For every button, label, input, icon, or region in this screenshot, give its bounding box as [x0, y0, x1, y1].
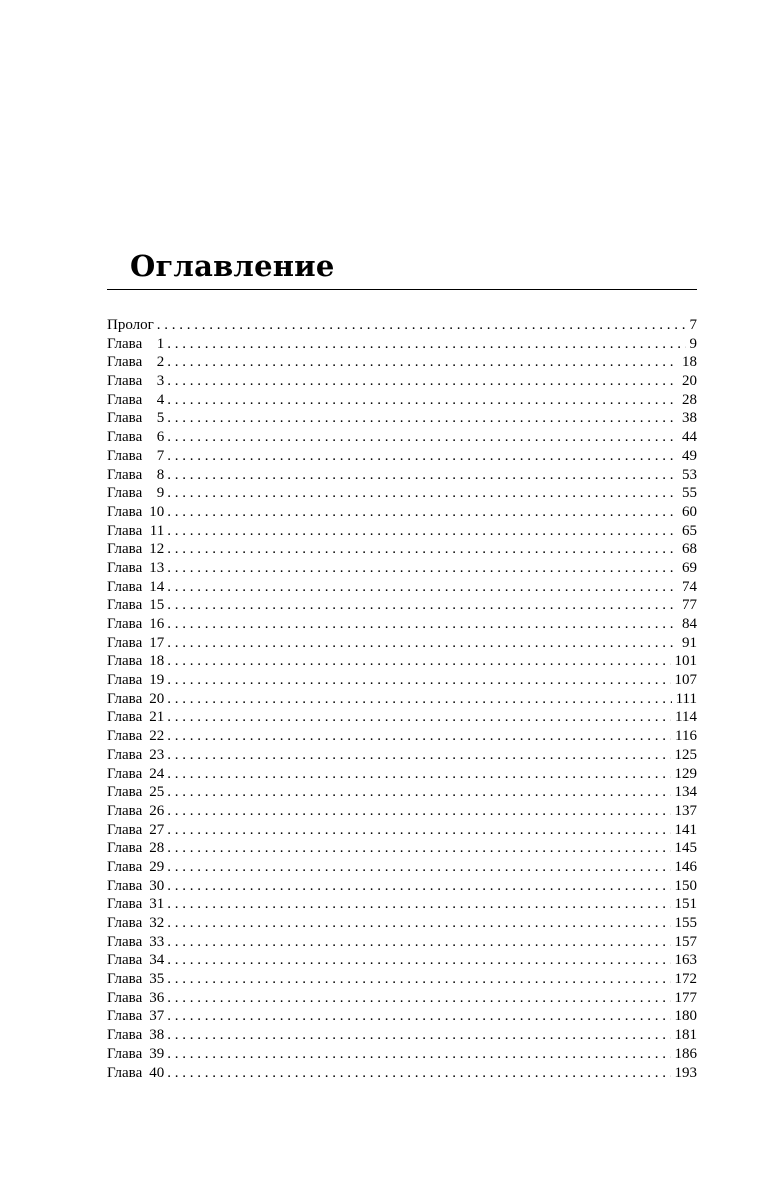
toc-entry-label	[107, 1007, 164, 1026]
toc-entry-page: 111	[675, 690, 697, 707]
toc-entry-word: Глава	[107, 728, 143, 745]
toc-dot-leader	[167, 522, 678, 541]
toc-entry-word: Глава	[107, 840, 143, 857]
toc-dot-leader	[167, 634, 678, 653]
toc-entry[interactable]	[107, 353, 697, 372]
toc-entry-page: 114	[675, 709, 697, 726]
toc-entry-number: 9	[156, 485, 165, 502]
toc-dot-leader	[167, 708, 671, 727]
toc-dot-leader	[167, 503, 678, 522]
toc-dot-leader	[167, 746, 670, 765]
toc-entry-number: 36	[149, 989, 165, 1006]
toc-entry-number: 29	[149, 858, 165, 875]
toc-entry-label	[107, 765, 164, 784]
toc-entry-number: 33	[149, 933, 165, 950]
toc-entry-label	[107, 615, 164, 634]
table-of-contents	[107, 316, 697, 1082]
toc-entry-word: Глава	[107, 821, 143, 838]
toc-entry-number: 35	[149, 971, 165, 988]
toc-dot-leader	[167, 821, 670, 840]
toc-entry-word: Глава	[107, 578, 143, 595]
toc-dot-leader	[167, 540, 678, 559]
toc-entry-word: Глава	[107, 709, 143, 726]
toc-entry[interactable]	[107, 895, 697, 914]
toc-entry-label	[107, 316, 154, 335]
toc-entry-page: 55	[682, 485, 697, 502]
toc-entry-word: Глава	[107, 971, 143, 988]
toc-entry-page: 116	[675, 728, 697, 745]
toc-entry-label	[107, 727, 164, 746]
toc-entry-label	[107, 690, 164, 709]
toc-entry-label	[107, 428, 164, 447]
toc-entry-word: Глава	[107, 1045, 143, 1062]
title-divider	[107, 289, 697, 290]
toc-entry-label	[107, 540, 164, 559]
toc-entry-number: 31	[149, 896, 165, 913]
toc-entry-label	[107, 839, 164, 858]
toc-entry-page: 91	[682, 634, 697, 651]
toc-dot-leader	[167, 914, 670, 933]
toc-entry[interactable]	[107, 335, 697, 354]
toc-entry[interactable]	[107, 596, 697, 615]
toc-entry-page: 186	[674, 1045, 697, 1062]
toc-entry[interactable]	[107, 970, 697, 989]
toc-entry-label	[107, 391, 164, 410]
toc-entry-page: 77	[682, 597, 697, 614]
toc-entry-label	[107, 372, 164, 391]
toc-entry-label	[107, 933, 164, 952]
toc-entry[interactable]	[107, 765, 697, 784]
toc-entry-page: 155	[674, 915, 697, 931]
toc-entry-label	[107, 578, 164, 597]
toc-entry-page: 7	[689, 317, 697, 333]
toc-entry-word: Глава	[107, 933, 143, 950]
toc-entry-number: 24	[149, 765, 165, 782]
toc-entry-page: 180	[674, 1008, 697, 1025]
toc-dot-leader	[167, 484, 678, 503]
toc-entry-label	[107, 1045, 164, 1064]
toc-entry-label	[107, 652, 164, 671]
toc-entry[interactable]	[107, 615, 697, 634]
toc-entry-page: 134	[674, 784, 697, 801]
toc-dot-leader	[167, 372, 678, 391]
toc-entry[interactable]	[107, 540, 697, 559]
toc-dot-leader	[167, 559, 678, 578]
toc-entry[interactable]	[107, 839, 697, 858]
toc-entry-page: 141	[674, 821, 697, 838]
toc-entry-number: 10	[149, 503, 165, 520]
toc-entry-page: 193	[674, 1064, 697, 1081]
toc-entry-number: 15	[149, 597, 165, 614]
toc-entry[interactable]	[107, 391, 697, 410]
toc-entry-word: Глава	[107, 802, 143, 819]
toc-entry-word: Глава	[107, 896, 143, 913]
toc-entry-number: 3	[156, 373, 165, 390]
toc-entry[interactable]	[107, 951, 697, 970]
toc-entry-word: Глава	[107, 410, 143, 427]
toc-entry-word: Глава	[107, 522, 143, 539]
toc-entry-page: 53	[682, 466, 697, 483]
toc-entry-number: 21	[149, 709, 165, 726]
toc-dot-leader	[167, 765, 670, 784]
toc-entry-page: 18	[682, 354, 697, 371]
toc-entry-page: 65	[682, 522, 697, 539]
toc-entry-page: 150	[674, 877, 697, 894]
toc-entry-label	[107, 951, 164, 970]
toc-entry[interactable]	[107, 634, 697, 653]
toc-dot-leader	[167, 391, 678, 410]
toc-entry-number: 17	[149, 634, 165, 651]
toc-entry-word: Глава	[107, 672, 143, 689]
toc-dot-leader	[167, 447, 678, 466]
toc-entry-page: 69	[682, 559, 697, 576]
toc-entry-word: Глава	[107, 952, 143, 969]
toc-entry-number: 19	[149, 672, 165, 689]
toc-entry[interactable]	[107, 690, 697, 709]
toc-entry-number: 25	[149, 784, 165, 801]
toc-entry-number: 27	[149, 821, 165, 838]
toc-entry[interactable]	[107, 652, 697, 671]
toc-entry[interactable]	[107, 1007, 697, 1026]
toc-dot-leader	[167, 839, 670, 858]
toc-entry-page: 146	[674, 858, 697, 875]
toc-dot-leader	[157, 316, 686, 335]
toc-entry[interactable]	[107, 559, 697, 578]
toc-entry-page: 181	[674, 1027, 697, 1044]
toc-entry[interactable]	[107, 933, 697, 952]
toc-dot-leader	[167, 970, 670, 989]
toc-entry-number: 4	[156, 391, 165, 408]
toc-entry-label	[107, 503, 164, 522]
toc-entry-number: 13	[149, 559, 165, 576]
toc-dot-leader	[167, 895, 670, 914]
toc-dot-leader	[167, 1007, 670, 1026]
toc-entry[interactable]	[107, 428, 697, 447]
toc-entry-page: 163	[674, 952, 697, 969]
toc-entry[interactable]	[107, 503, 697, 522]
toc-entry[interactable]	[107, 821, 697, 840]
toc-entry-page: 151	[674, 896, 697, 913]
toc-entry[interactable]	[107, 466, 697, 485]
toc-entry[interactable]	[107, 409, 697, 428]
toc-entry-word: Глава	[107, 503, 143, 520]
toc-entry[interactable]	[107, 727, 697, 746]
toc-entry-page: 101	[674, 653, 697, 670]
toc-entry-number: 16	[149, 616, 165, 632]
toc-entry-word: Глава	[107, 1064, 143, 1081]
toc-entry-label	[107, 447, 164, 466]
toc-entry-label	[107, 858, 164, 877]
toc-dot-leader	[167, 933, 670, 952]
toc-entry-number: 32	[149, 915, 165, 931]
toc-entry[interactable]	[107, 914, 697, 933]
toc-entry[interactable]	[107, 708, 697, 727]
toc-entry-word: Глава	[107, 354, 143, 371]
toc-entry[interactable]	[107, 316, 697, 335]
toc-entry[interactable]	[107, 1045, 697, 1064]
toc-entry-page: 68	[682, 541, 697, 558]
toc-entry-label	[107, 335, 164, 354]
toc-entry-number: 12	[149, 541, 165, 558]
toc-entry-word: Глава	[107, 391, 143, 408]
toc-entry-page: 74	[682, 578, 697, 595]
toc-entry[interactable]	[107, 802, 697, 821]
toc-dot-leader	[167, 428, 678, 447]
toc-entry-number: 26	[149, 802, 165, 819]
toc-dot-leader	[167, 652, 670, 671]
toc-dot-leader	[167, 690, 671, 709]
toc-entry[interactable]	[107, 578, 697, 597]
toc-entry-number: 30	[149, 877, 165, 894]
toc-entry-label	[107, 1026, 164, 1045]
toc-entry-number: 5	[156, 410, 165, 427]
toc-dot-leader	[167, 727, 671, 746]
toc-entry-number: 28	[149, 840, 165, 857]
toc-dot-leader	[167, 858, 670, 877]
toc-entry[interactable]	[107, 783, 697, 802]
toc-entry[interactable]	[107, 1064, 697, 1083]
page-title: Оглавление	[130, 249, 335, 283]
toc-entry-word: Глава	[107, 466, 143, 483]
toc-entry-label	[107, 989, 164, 1008]
toc-entry-number: 8	[156, 466, 165, 483]
toc-entry-number: 40	[149, 1064, 165, 1081]
toc-entry-label	[107, 746, 164, 765]
toc-entry-number: 34	[149, 952, 165, 969]
toc-entry-number: 1	[156, 335, 165, 352]
toc-entry-label	[107, 821, 164, 840]
toc-entry-word: Глава	[107, 616, 143, 632]
toc-entry-page: 9	[689, 335, 697, 352]
toc-entry-word: Глава	[107, 784, 143, 801]
toc-entry-number: 2	[156, 354, 165, 371]
toc-entry-number: 20	[149, 690, 165, 707]
toc-entry-word: Глава	[107, 858, 143, 875]
toc-entry-word: Глава	[107, 989, 143, 1006]
toc-entry-number: 38	[149, 1027, 165, 1044]
toc-entry-label	[107, 914, 164, 933]
toc-entry-number: 18	[149, 653, 165, 670]
toc-entry[interactable]	[107, 522, 697, 541]
toc-entry[interactable]	[107, 858, 697, 877]
toc-entry-page: 84	[682, 616, 697, 632]
toc-dot-leader	[167, 802, 670, 821]
toc-entry-word: Глава	[107, 653, 143, 670]
toc-dot-leader	[167, 335, 685, 354]
toc-entry-page: 49	[682, 447, 697, 464]
toc-entry-number: 14	[149, 578, 165, 595]
toc-entry-label	[107, 596, 164, 615]
toc-dot-leader	[167, 783, 670, 802]
toc-entry-page: 107	[674, 672, 697, 689]
toc-entry[interactable]	[107, 989, 697, 1008]
toc-entry-word: Глава	[107, 597, 143, 614]
toc-entry-label	[107, 877, 164, 896]
toc-entry-label	[107, 522, 164, 541]
toc-dot-leader	[167, 1064, 670, 1083]
toc-entry[interactable]	[107, 877, 697, 896]
toc-entry-word: Глава	[107, 765, 143, 782]
toc-entry[interactable]	[107, 484, 697, 503]
toc-entry-number: 37	[149, 1008, 165, 1025]
toc-entry-word: Глава	[107, 634, 143, 651]
toc-entry-number: 23	[149, 746, 165, 763]
toc-entry-page: 137	[674, 802, 697, 819]
toc-entry-number: 11	[149, 522, 165, 539]
toc-entry-word: Глава	[107, 559, 143, 576]
toc-entry-label	[107, 559, 164, 578]
toc-entry-label	[107, 970, 164, 989]
toc-dot-leader	[167, 1045, 670, 1064]
toc-entry-word: Глава	[107, 335, 143, 352]
toc-dot-leader	[167, 1026, 670, 1045]
toc-entry-label	[107, 466, 164, 485]
toc-entry-word: Глава	[107, 1008, 143, 1025]
toc-entry-word: Пролог	[107, 317, 154, 333]
toc-entry-label	[107, 634, 164, 653]
toc-dot-leader	[167, 578, 678, 597]
toc-dot-leader	[167, 596, 678, 615]
toc-entry-label	[107, 353, 164, 372]
toc-entry[interactable]	[107, 372, 697, 391]
toc-dot-leader	[167, 409, 678, 428]
toc-dot-leader	[167, 951, 670, 970]
toc-dot-leader	[167, 877, 670, 896]
toc-entry-word: Глава	[107, 690, 143, 707]
toc-dot-leader	[167, 671, 670, 690]
toc-dot-leader	[167, 989, 670, 1008]
toc-entry-number: 6	[156, 429, 165, 446]
toc-entry-page: 125	[674, 746, 697, 763]
toc-entry-page: 145	[674, 840, 697, 857]
toc-entry-label	[107, 671, 164, 690]
toc-dot-leader	[167, 353, 678, 372]
toc-entry-word: Глава	[107, 541, 143, 558]
toc-entry-page: 129	[674, 765, 697, 782]
toc-entry-page: 38	[682, 410, 697, 427]
toc-entry-word: Глава	[107, 373, 143, 390]
toc-entry-number: 22	[149, 728, 165, 745]
toc-entry[interactable]	[107, 1026, 697, 1045]
toc-entry-word: Глава	[107, 485, 143, 502]
toc-entry-word: Глава	[107, 429, 143, 446]
toc-entry-label	[107, 1064, 164, 1083]
toc-dot-leader	[167, 615, 678, 634]
toc-entry[interactable]	[107, 447, 697, 466]
toc-entry-word: Глава	[107, 447, 143, 464]
toc-entry-label	[107, 708, 164, 727]
toc-dot-leader	[167, 466, 678, 485]
toc-entry-label	[107, 484, 164, 503]
toc-entry-word: Глава	[107, 746, 143, 763]
toc-entry[interactable]	[107, 746, 697, 765]
toc-entry-label	[107, 802, 164, 821]
toc-entry-number: 7	[156, 447, 165, 464]
toc-entry[interactable]	[107, 671, 697, 690]
toc-entry-page: 28	[682, 391, 697, 408]
toc-entry-page: 20	[682, 373, 697, 390]
toc-entry-page: 60	[682, 503, 697, 520]
toc-entry-word: Глава	[107, 1027, 143, 1044]
toc-entry-label	[107, 409, 164, 428]
toc-entry-label	[107, 783, 164, 802]
toc-entry-page: 157	[674, 933, 697, 950]
toc-entry-page: 177	[674, 989, 697, 1006]
toc-entry-number: 39	[149, 1045, 165, 1062]
toc-entry-word: Глава	[107, 915, 143, 931]
toc-entry-page: 172	[674, 971, 697, 988]
toc-entry-page: 44	[682, 429, 697, 446]
toc-entry-label	[107, 895, 164, 914]
toc-entry-word: Глава	[107, 877, 143, 894]
